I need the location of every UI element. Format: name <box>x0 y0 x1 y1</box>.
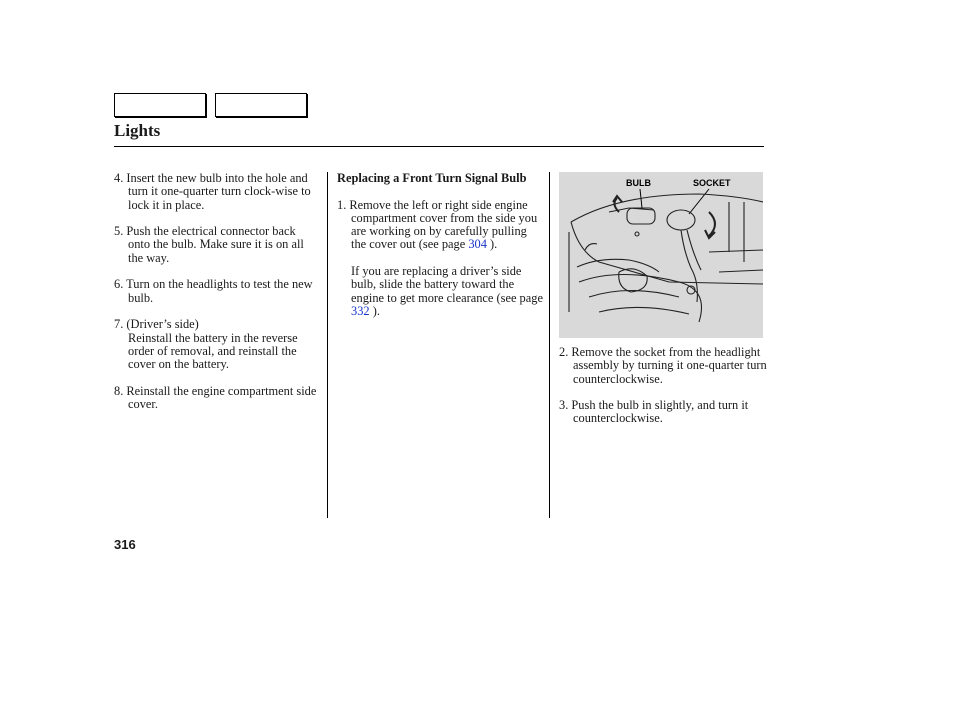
bracket-line <box>577 259 659 272</box>
radiator-hose <box>579 275 702 323</box>
bulb-shape <box>627 208 655 224</box>
page-title: Lights <box>114 121 161 140</box>
section-heading: Replacing a Front Turn Signal Bulb <box>337 171 527 185</box>
step-1: 1. Remove the left or right side engine compartment cover from the side you are working on by carefully pulling the cover out (see page 304 ). <box>337 197 538 252</box>
middle-column <box>337 172 543 332</box>
step-4: 4. Insert the new bulb into the hole and turn it one-quarter turn clock-wise to lock it in place. <box>114 171 311 212</box>
page-link-332[interactable]: 332 <box>351 303 370 318</box>
bulb-label: BULB <box>626 178 651 188</box>
step-8: 8. Reinstall the engine compartment side cover. <box>114 383 317 412</box>
step-2: 2. Remove the socket from the headlight assembly by turning it one-quarter turn counterclockwise. <box>559 345 767 386</box>
right-column <box>559 346 767 439</box>
step-5: 5. Push the electrical connector back onto the bulb. Make sure it is on all the way. <box>114 224 304 265</box>
engine-bay-drawing <box>559 172 763 338</box>
title-rule <box>114 146 764 147</box>
housing-edge <box>571 222 763 284</box>
nav-button-2[interactable] <box>215 93 307 117</box>
left-column <box>114 172 320 425</box>
battery-note: If you are replacing a driver’s side bulb, slide the battery toward the engine to get more clearance (see page 332 ). <box>351 264 543 318</box>
column-divider-2 <box>549 172 550 518</box>
column-divider-1 <box>327 172 328 518</box>
socket-shape <box>667 210 695 230</box>
page-number: 316 <box>114 537 136 552</box>
step-6: 6. Turn on the headlights to test the new bulb. <box>114 277 313 305</box>
turn-signal-socket <box>619 269 647 292</box>
step-7: 7. (Driver’s side) <box>114 317 199 332</box>
step-3: 3. Push the bulb in slightly, and turn it counterclockwise. <box>559 398 749 426</box>
page-link-304[interactable]: 304 <box>468 237 487 252</box>
step-7-detail: Reinstall the battery in the reverse order of removal, and reinstall the cover on the battery. <box>128 330 298 372</box>
nav-button-1[interactable] <box>114 93 206 117</box>
headlight-illustration <box>559 172 763 338</box>
socket-leader-line <box>689 189 709 214</box>
socket-label: SOCKET <box>693 178 731 188</box>
